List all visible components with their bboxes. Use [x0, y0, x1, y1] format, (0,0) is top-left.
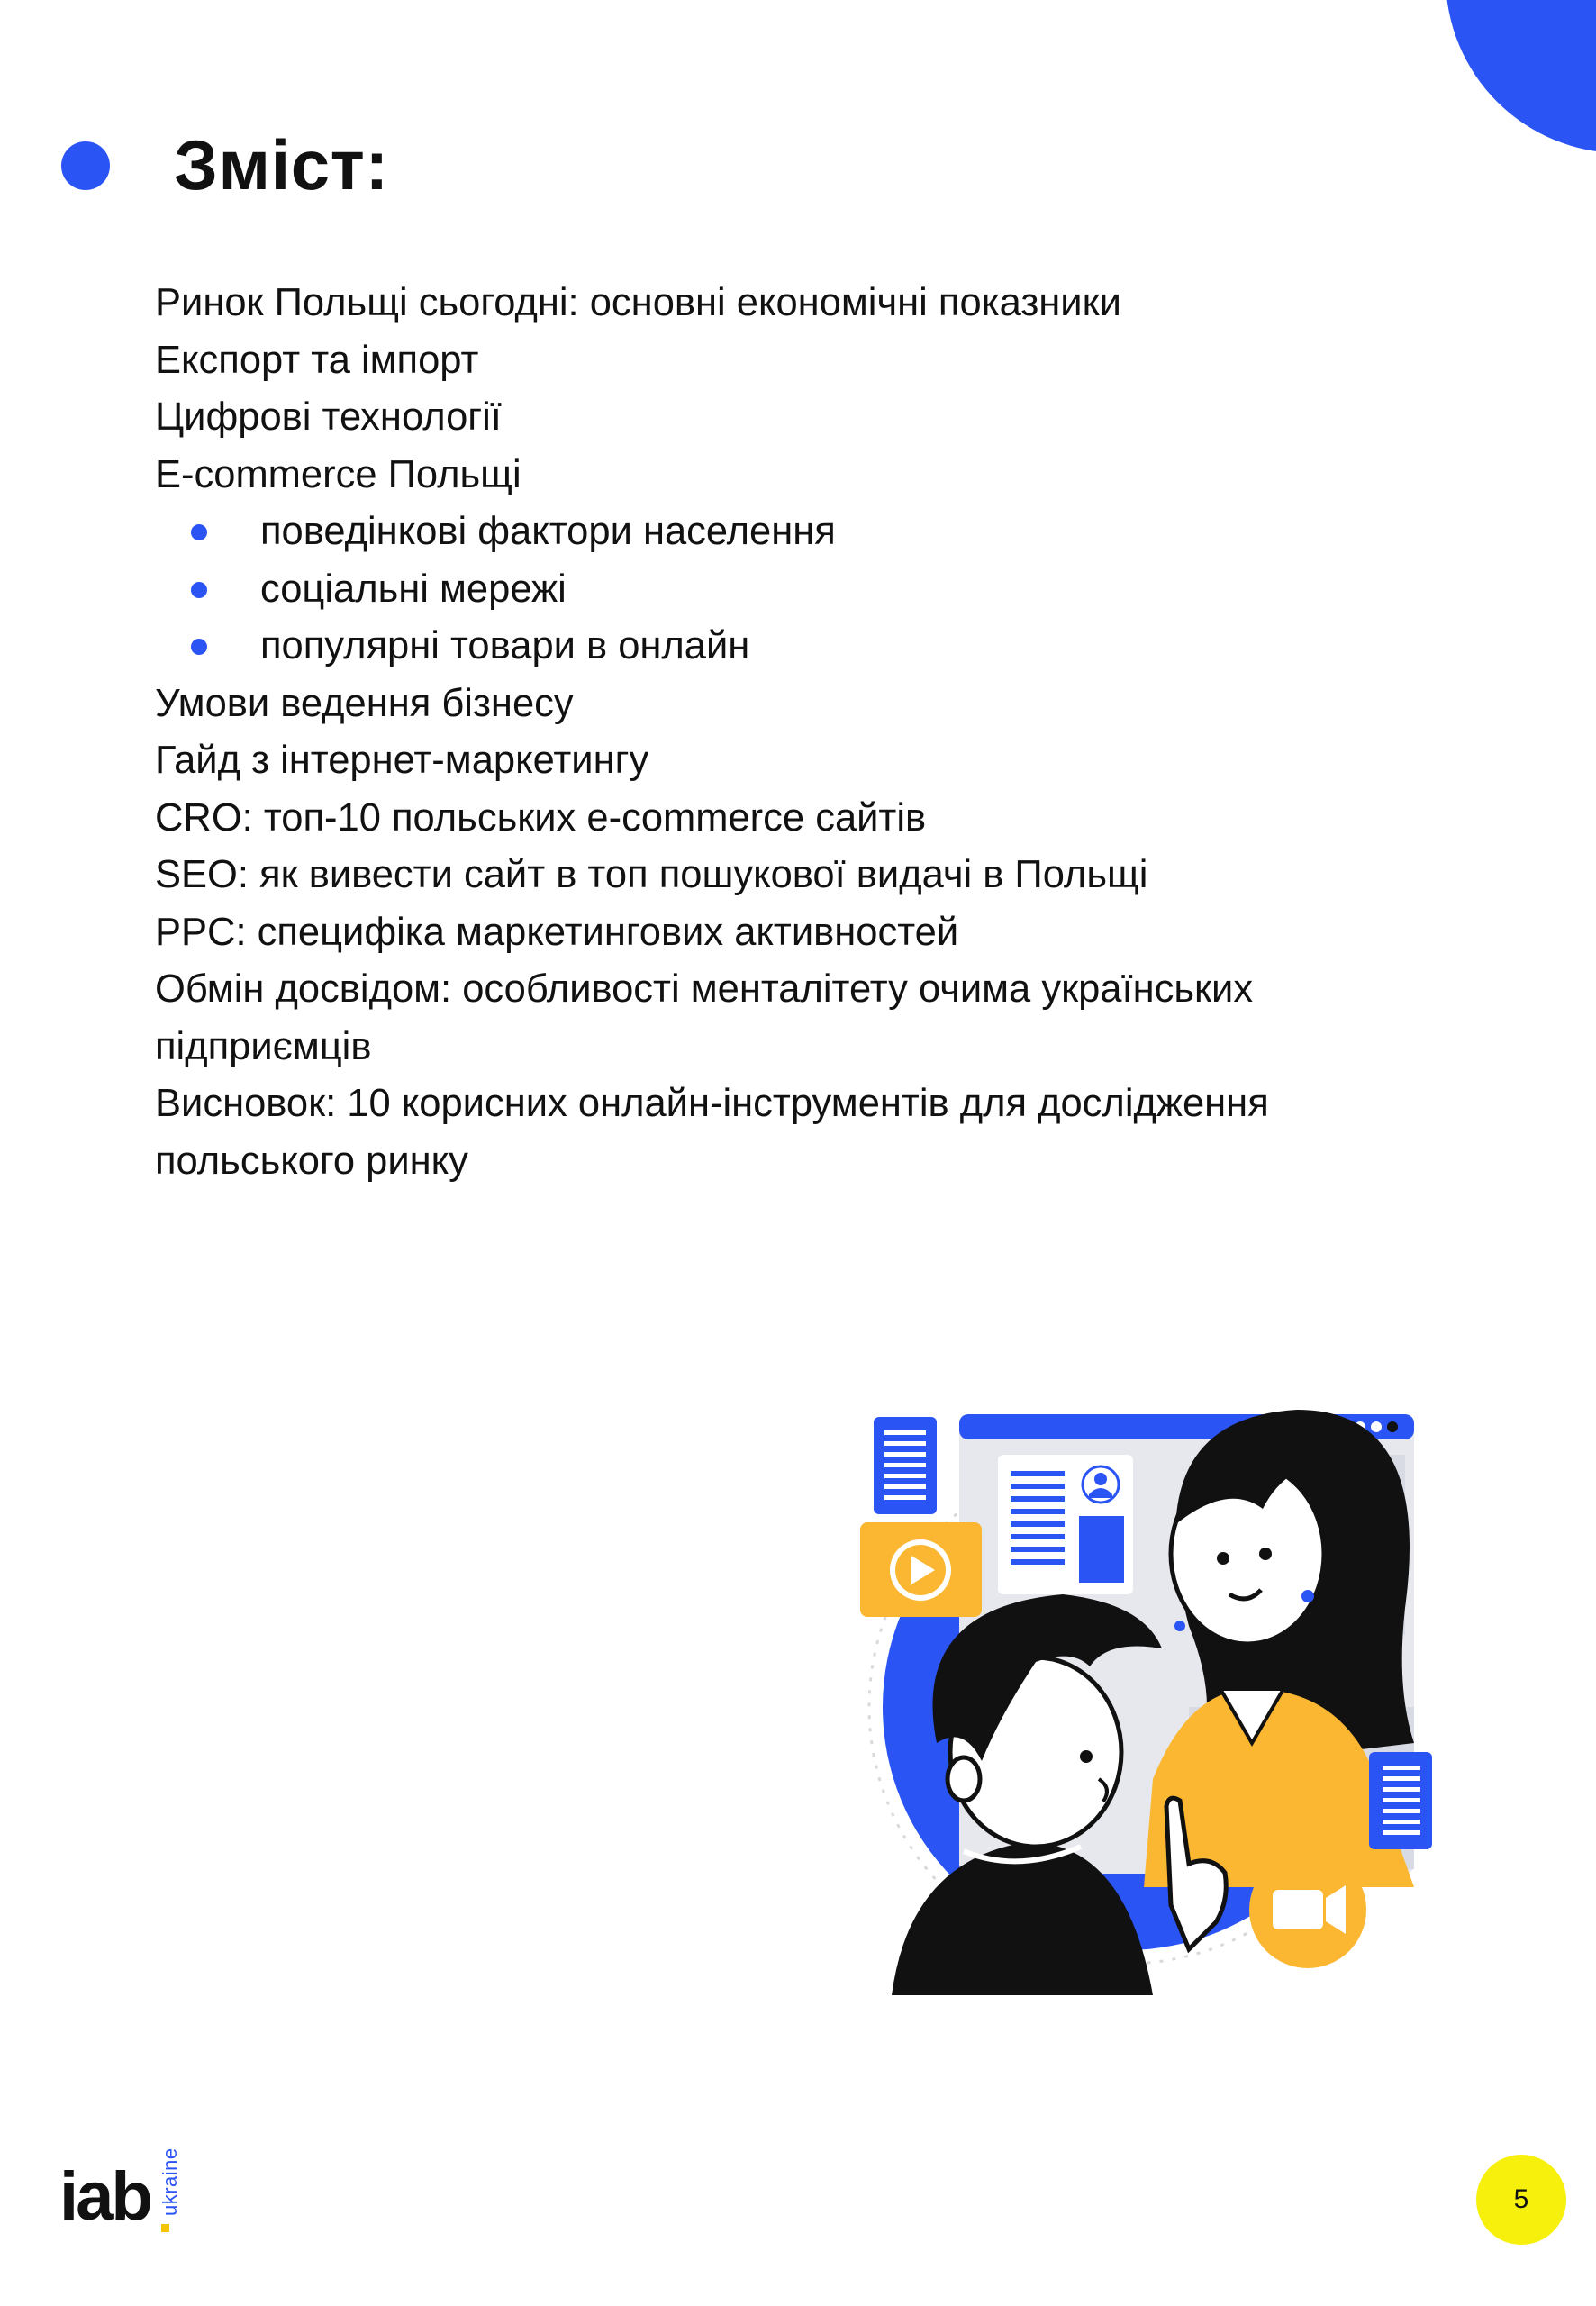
toc-item: Експорт та імпорт: [155, 338, 479, 382]
title-bullet-dot: [61, 141, 110, 190]
toc-item: SEO: як вивести сайт в топ пошукової видачі в Польщі: [155, 853, 1148, 896]
toc-item: Обмін досвідом: особливості менталітету очима українських: [155, 967, 1254, 1011]
iab-ukraine-logo: [59, 2130, 195, 2235]
toc-subitem: [155, 618, 1416, 676]
page-number: 5: [1513, 2184, 1529, 2214]
toc-item-continuation: польського ринку: [155, 1139, 468, 1183]
corner-decoration-circle: [1446, 0, 1596, 153]
bullet-icon: [191, 582, 207, 598]
toc-item: Цифрові технології: [155, 395, 502, 439]
toc-item: CRO: топ-10 польських e-commerce сайтів: [155, 795, 927, 840]
toc-subitem: [155, 504, 1416, 561]
logo-text: iab: [59, 2158, 150, 2235]
bullet-icon: [191, 524, 207, 540]
toc-item: Гайд з інтернет-маркетингу: [155, 739, 649, 782]
toc-item: Висновок: 10 корисних онлайн-інструментів для дослідження: [155, 1082, 1269, 1125]
toc-item: Ринок Польщі сьогодні: основні економічні показники: [155, 281, 1121, 324]
toc-item: Умови ведення бізнесу: [155, 681, 574, 725]
toc-subitem: [155, 561, 1416, 619]
toc-item-continuation: підприємців: [155, 1024, 372, 1068]
toc-item: PPC: специфіка маркетингових активностей: [155, 910, 959, 954]
logo-dot: [161, 2224, 169, 2232]
video-call-illustration: [856, 1401, 1450, 1995]
page-number-badge: [1476, 2155, 1566, 2245]
toc-subitem-label: популярні товари в онлайн: [260, 624, 750, 667]
toc-item: E-commerce Польщі: [155, 452, 521, 496]
bullet-icon: [191, 639, 207, 655]
logo-subtext: ukraine: [159, 2147, 181, 2216]
table-of-contents: [155, 275, 1416, 1190]
page-title: Зміст:: [174, 125, 389, 204]
toc-subitem-label: поведінкові фактори населення: [260, 510, 836, 553]
toc-subitem-label: соціальні мережі: [260, 567, 567, 611]
